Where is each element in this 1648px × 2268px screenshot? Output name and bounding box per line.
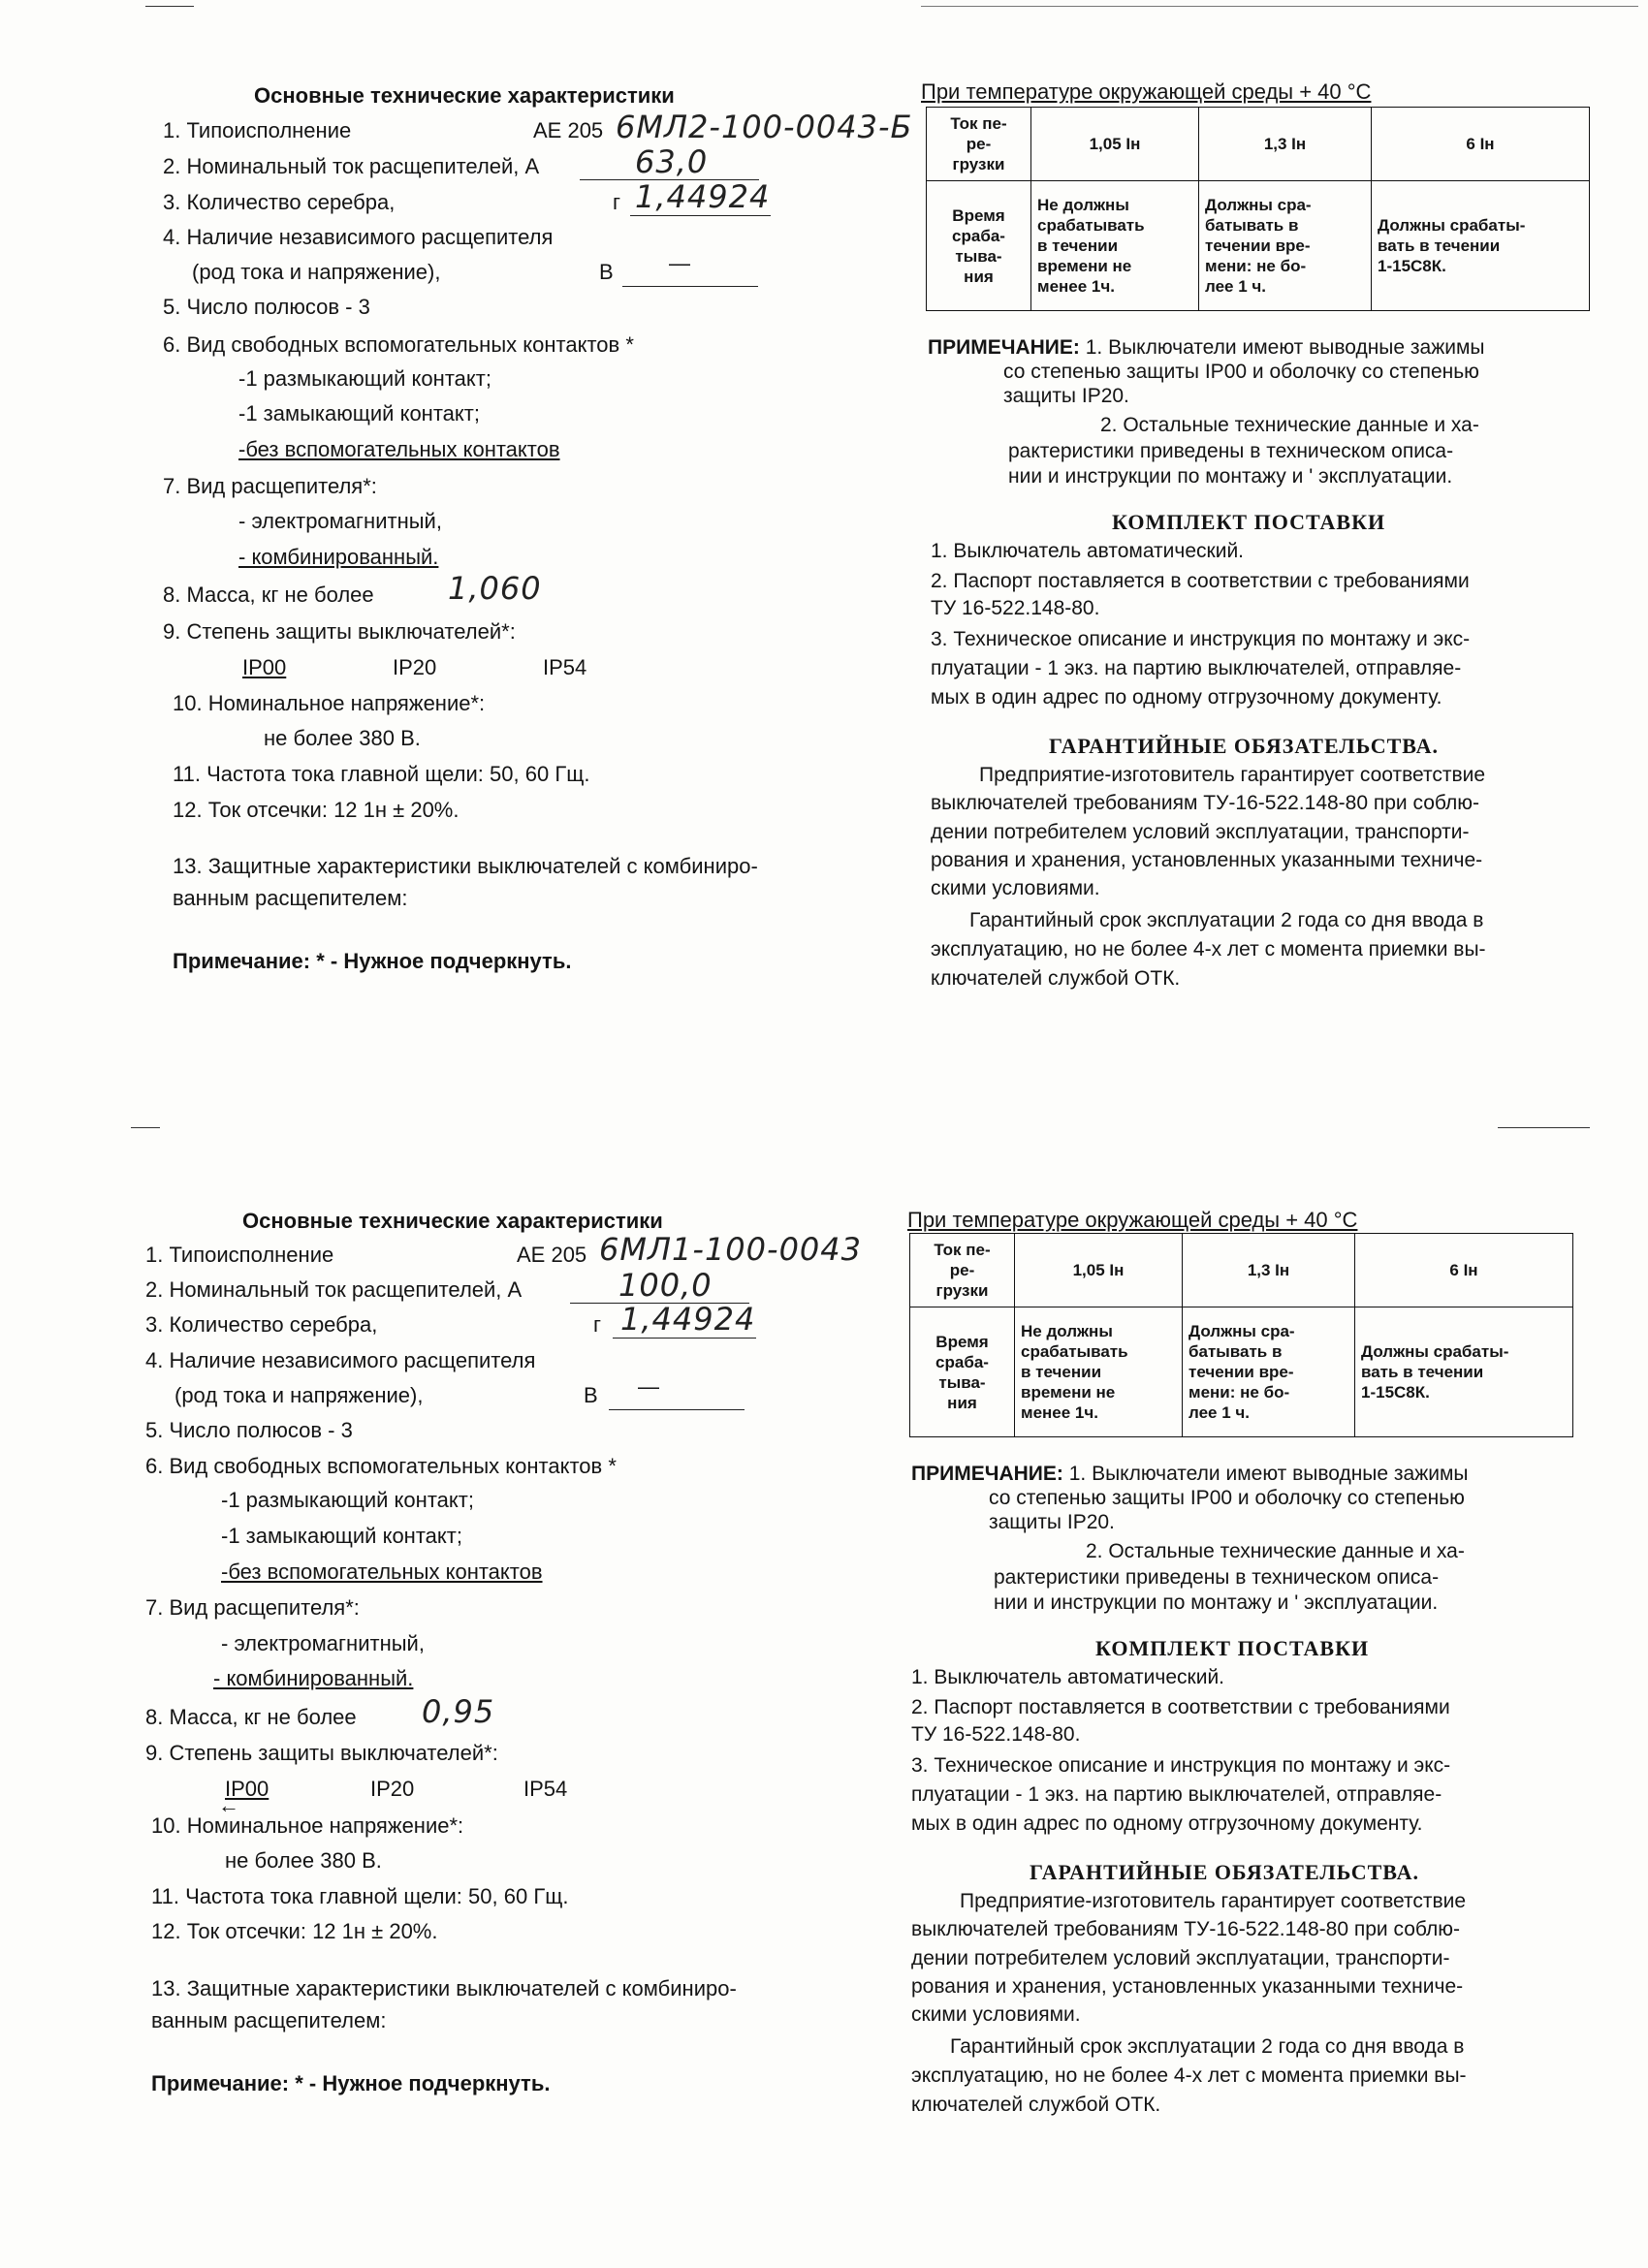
warranty-title: ГАРАНТИЙНЫЕ ОБЯЗАТЕЛЬСТВА. <box>1049 734 1439 758</box>
left-arrow-mark: ← <box>218 1793 239 1817</box>
item-voltage-label: 10. Номинальное напряжение*: <box>173 691 486 715</box>
note-2a: 2. Остальные технические данные и ха- <box>1100 414 1479 436</box>
item-protection-ip54: IP54 <box>543 655 587 679</box>
item-aux-opt1: -1 размыкающий контакт; <box>238 366 491 391</box>
note-2c: нии и инструкции по монтажу и ' эксплуатации. <box>1008 465 1453 488</box>
warranty-1a: Предприятие-изготовитель гарантирует соответствие <box>960 1890 1467 1912</box>
table-head-overload: Ток пе- ре- грузки <box>910 1234 1015 1307</box>
warranty-2c: ключателей службой ОТК. <box>931 967 1181 990</box>
item-release-opt1: - электромагнитный, <box>221 1631 425 1655</box>
item-aux-contacts-label: 6. Вид свободных вспомогательных контактов * <box>163 332 634 357</box>
item-model-label: 1. Типоисполнение <box>163 118 352 142</box>
table-cell-13: Должны сра- батывать в течении вре- мени: не бо- лее 1 ч. <box>1199 181 1372 311</box>
item-mass-handwritten: 1,060 <box>448 570 542 607</box>
item-protective-chars-2: ванным расщепителем: <box>151 2008 387 2032</box>
item-silver-handwritten: 1,44924 <box>620 1301 756 1338</box>
kit-item-2a: 2. Паспорт поставляется в соответствии с требованиями <box>911 1696 1450 1718</box>
item-poles: 5. Число полюсов - 3 <box>145 1418 353 1442</box>
table-cell-105: Не должны срабатывать в течении времени не менее 1ч. <box>1031 181 1199 311</box>
item-protective-chars-1: 13. Защитные характеристики выключателей с комбиниро- <box>173 854 758 878</box>
note-label: ПРИМЕЧАНИЕ: <box>911 1463 1063 1485</box>
warranty-title: ГАРАНТИЙНЫЕ ОБЯЗАТЕЛЬСТВА. <box>1030 1860 1419 1884</box>
item-model-handwritten: 6МЛ1-100-0043 <box>599 1231 862 1268</box>
item-silver-label: 3. Количество серебра, <box>163 190 396 214</box>
item-protection-ip20: IP20 <box>370 1777 415 1801</box>
item-silver-unit: г <box>593 1312 602 1337</box>
kit-item-1: 1. Выключатель автоматический. <box>911 1666 1225 1688</box>
item-voltage-sub: не более 380 В. <box>225 1848 382 1873</box>
item-current-handwritten: 63,0 <box>635 143 709 180</box>
warranty-2b: эксплуатацию, но не более 4-х лет с момента приемки вы- <box>931 938 1486 961</box>
item-protection-ip00-selected: IP00 <box>225 1777 269 1801</box>
item-protective-chars-1: 13. Защитные характеристики выключателей с комбиниро- <box>151 1976 737 2000</box>
item-release-opt1: - электромагнитный, <box>238 509 442 533</box>
temperature-line: При температуре окружающей среды + 40 °С <box>921 79 1372 104</box>
note-1c: защиты IP20. <box>989 1511 1115 1533</box>
note-2a: 2. Остальные технические данные и ха- <box>1086 1540 1465 1562</box>
item-protection-ip00-selected: IP00 <box>242 655 287 679</box>
note-1a: 1. Выключатели имеют выводные зажимы <box>1085 336 1485 359</box>
item-cutoff: 12. Ток отсечки: 12 1н ± 20%. <box>173 798 460 822</box>
passport-sheet-2 <box>0 1126 1648 2260</box>
note-1c: защиты IP20. <box>1003 385 1129 407</box>
item-release-label: 7. Вид расщепителя*: <box>163 474 377 498</box>
table-head-6: 6 Iн <box>1355 1234 1573 1307</box>
item-independent-handwritten: — <box>669 251 690 275</box>
item-model-prefix: АЕ 205 <box>517 1243 587 1267</box>
kit-item-1: 1. Выключатель автоматический. <box>931 540 1245 562</box>
note-block <box>928 334 1485 362</box>
item-model-label: 1. Типоисполнение <box>145 1243 334 1267</box>
kit-item-2b: ТУ 16-522.148-80. <box>911 1723 1081 1746</box>
kit-item-2a: 2. Паспорт поставляется в соответствии с требованиями <box>931 570 1470 592</box>
item-aux-contacts-label: 6. Вид свободных вспомогательных контактов * <box>145 1454 617 1478</box>
table-cell-6: Должны срабаты- вать в течении 1-15С8К. <box>1372 181 1590 311</box>
note-block <box>911 1461 1469 1488</box>
item-release-label: 7. Вид расщепителя*: <box>145 1595 360 1620</box>
table-head-105: 1,05 Iн <box>1031 108 1199 181</box>
warranty-1b: выключателей требованиям ТУ-16-522.148-80 при соблю- <box>911 1918 1460 1940</box>
item-aux-opt3-selected: -без вспомогательных контактов <box>238 437 560 461</box>
item-mass-label: 8. Масса, кг не более <box>163 583 374 607</box>
table-cell-105: Не должны срабатывать в течении времени не менее 1ч. <box>1015 1307 1183 1437</box>
item-protective-chars-2: ванным расщепителем: <box>173 886 408 910</box>
warranty-1d: рования и хранения, установленных указанными техниче- <box>931 849 1483 871</box>
item-mass-handwritten: 0,95 <box>422 1693 495 1730</box>
warranty-2a: Гарантийный срок эксплуатации 2 года со дня ввода в <box>969 909 1484 931</box>
kit-item-2b: ТУ 16-522.148-80. <box>931 597 1100 619</box>
item-independent-handwritten: — <box>638 1374 659 1399</box>
spec-title: Основные технические характеристики <box>254 83 675 108</box>
warranty-2a: Гарантийный срок эксплуатации 2 года со дня ввода в <box>950 2035 1465 2058</box>
kit-item-3a: 3. Техническое описание и инструкция по монтажу и экс- <box>911 1754 1451 1777</box>
kit-item-3c: мых в один адрес по одному отгрузочному документу. <box>911 1812 1423 1835</box>
kit-item-3b: плуатации - 1 экз. на партию выключателей, отправляе- <box>911 1783 1442 1806</box>
overload-table <box>909 1233 1573 1437</box>
warranty-1c: дении потребителем условий эксплуатации, транспорти- <box>931 821 1470 843</box>
item-current-handwritten: 100,0 <box>618 1267 713 1304</box>
item-independent-unit: В <box>584 1383 598 1407</box>
item-silver-label: 3. Количество серебра, <box>145 1312 378 1337</box>
item-release-opt2-selected: - комбинированный. <box>238 545 439 569</box>
note-2c: нии и инструкции по монтажу и ' эксплуатации. <box>994 1591 1439 1614</box>
conditions-column <box>0 1126 1648 2260</box>
note-2b: рактеристики приведены в техническом описа- <box>1008 440 1454 462</box>
item-protection-ip20: IP20 <box>393 655 437 679</box>
note-1b: со степенью защиты IP00 и оболочку со степенью <box>1003 361 1479 383</box>
table-head-105: 1,05 Iн <box>1015 1234 1183 1307</box>
warranty-1d: рования и хранения, установленных указанными техниче- <box>911 1975 1464 1998</box>
item-model-prefix: АЕ 205 <box>533 118 604 142</box>
item-protection-ip54: IP54 <box>523 1777 568 1801</box>
item-protection-label: 9. Степень защиты выключателей*: <box>145 1741 498 1765</box>
kit-item-3a: 3. Техническое описание и инструкция по монтажу и экс- <box>931 628 1471 650</box>
note-1a: 1. Выключатели имеют выводные зажимы <box>1068 1463 1469 1485</box>
item-release-opt2-selected: - комбинированный. <box>213 1666 414 1690</box>
footnote: Примечание: * - Нужное подчеркнуть. <box>151 2071 551 2095</box>
item-aux-opt3-selected: -без вспомогательных контактов <box>221 1559 543 1584</box>
item-frequency: 11. Частота тока главной щели: 50, 60 Гщ. <box>151 1884 569 1908</box>
table-head-overload: Ток пе- ре- грузки <box>927 108 1031 181</box>
warranty-1e: скими условиями. <box>911 2003 1081 2026</box>
item-current-label: 2. Номинальный ток расщепителей, А <box>163 154 540 178</box>
warranty-1e: скими условиями. <box>931 877 1100 899</box>
kit-item-3b: плуатации - 1 экз. на партию выключателей, отправляе- <box>931 657 1462 679</box>
table-head-6: 6 Iн <box>1372 108 1590 181</box>
item-frequency: 11. Частота тока главной щели: 50, 60 Гщ. <box>173 762 590 786</box>
item-silver-handwritten: 1,44924 <box>635 178 771 215</box>
item-current-label: 2. Номинальный ток расщепителей, А <box>145 1277 523 1302</box>
item-protection-label: 9. Степень защиты выключателей*: <box>163 619 516 644</box>
item-model-handwritten: 6МЛ2-100-0043-Б <box>616 109 913 145</box>
item-aux-opt1: -1 размыкающий контакт; <box>221 1488 474 1512</box>
item-independent-unit: В <box>599 260 614 284</box>
note-2b: рактеристики приведены в техническом описа- <box>994 1566 1440 1589</box>
table-cell-6: Должны срабаты- вать в течении 1-15С8К. <box>1355 1307 1573 1437</box>
item-independent-label: 4. Наличие независимого расщепителя <box>163 225 554 249</box>
item-mass-label: 8. Масса, кг не более <box>145 1705 357 1729</box>
note-label: ПРИМЕЧАНИЕ: <box>928 336 1080 359</box>
table-head-13: 1,3 Iн <box>1183 1234 1355 1307</box>
overload-table <box>926 107 1590 311</box>
warranty-2b: эксплуатацию, но не более 4-х лет с момента приемки вы- <box>911 2064 1467 2087</box>
item-independent-label: 4. Наличие независимого расщепителя <box>145 1348 536 1372</box>
table-row-trip-time: Время сраба- тыва- ния <box>910 1307 1015 1437</box>
item-aux-opt2: -1 замыкающий контакт; <box>238 401 480 425</box>
table-row-trip-time: Время сраба- тыва- ния <box>927 181 1031 311</box>
note-1b: со степенью защиты IP00 и оболочку со степенью <box>989 1487 1465 1509</box>
item-poles: 5. Число полюсов - 3 <box>163 295 370 319</box>
kit-title: КОМПЛЕКТ ПОСТАВКИ <box>1112 510 1386 534</box>
table-cell-13: Должны сра- батывать в течении вре- мени: не бо- лее 1 ч. <box>1183 1307 1355 1437</box>
footnote: Примечание: * - Нужное подчеркнуть. <box>173 949 572 973</box>
item-voltage-sub: не более 380 В. <box>264 726 421 750</box>
warranty-1a: Предприятие-изготовитель гарантирует соответствие <box>979 764 1486 786</box>
item-silver-unit: г <box>613 190 621 214</box>
item-independent-sub: (род тока и напряжение), <box>192 260 441 284</box>
table-head-13: 1,3 Iн <box>1199 108 1372 181</box>
spec-title: Основные технические характеристики <box>242 1209 663 1233</box>
kit-title: КОМПЛЕКТ ПОСТАВКИ <box>1095 1636 1370 1660</box>
item-voltage-label: 10. Номинальное напряжение*: <box>151 1813 464 1838</box>
warranty-2c: ключателей службой ОТК. <box>911 2094 1161 2116</box>
item-independent-sub: (род тока и напряжение), <box>174 1383 424 1407</box>
warranty-1b: выключателей требованиям ТУ-16-522.148-80 при соблю- <box>931 792 1479 814</box>
item-cutoff: 12. Ток отсечки: 12 1н ± 20%. <box>151 1919 438 1943</box>
temperature-line: При температуре окружающей среды + 40 °С <box>907 1208 1358 1232</box>
warranty-1c: дении потребителем условий эксплуатации, транспорти- <box>911 1947 1450 1969</box>
item-aux-opt2: -1 замыкающий контакт; <box>221 1524 462 1548</box>
kit-item-3c: мых в один адрес по одному отгрузочному документу. <box>931 686 1442 709</box>
